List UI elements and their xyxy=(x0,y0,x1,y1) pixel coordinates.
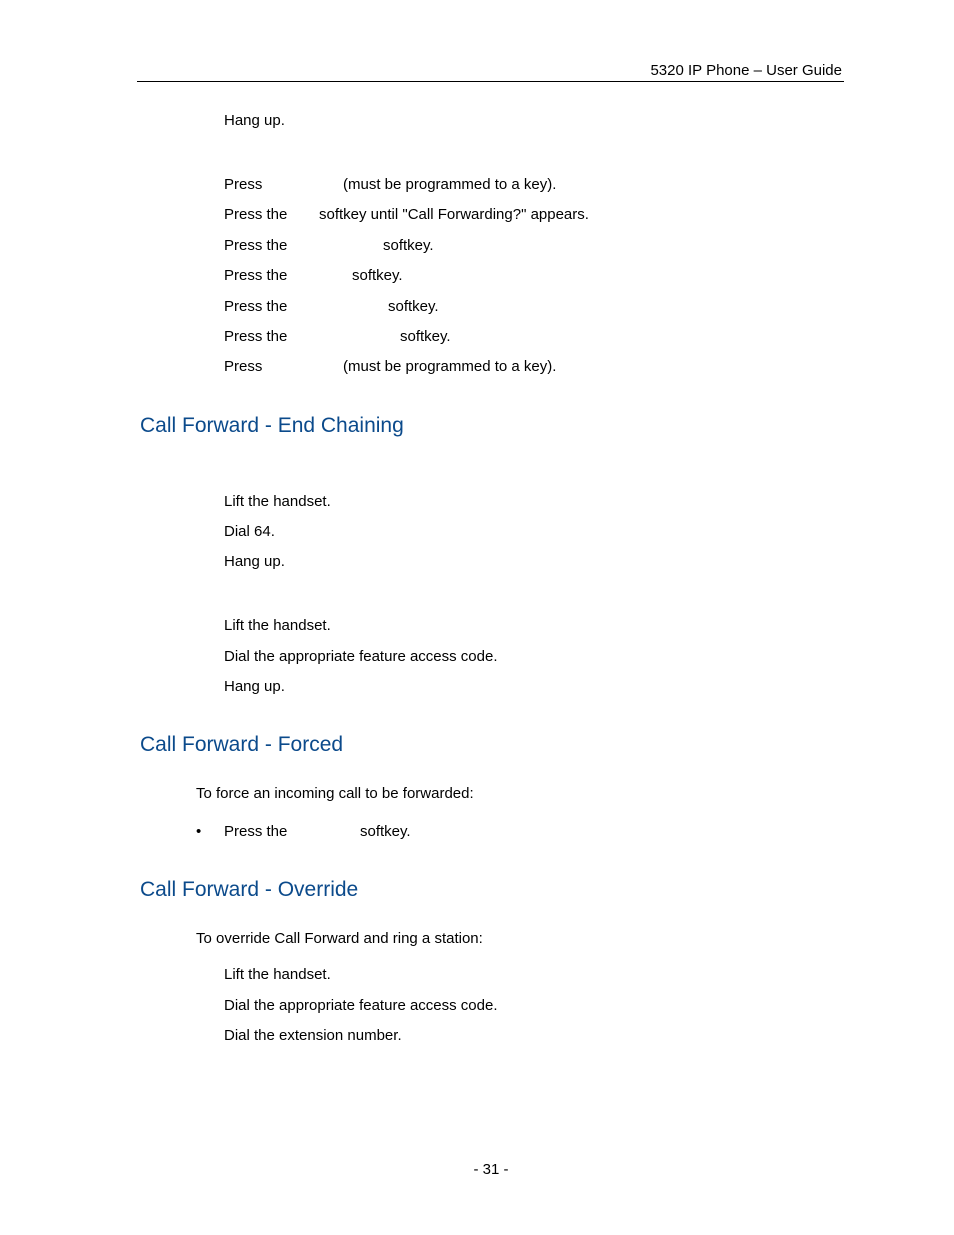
step-prefix: Press the xyxy=(224,298,288,315)
step-text: Dial the appropriate feature access code. xyxy=(224,997,498,1014)
page-number: - 31 - xyxy=(473,1161,509,1178)
bullet-marker: • xyxy=(196,823,202,840)
section-heading-forced: Call Forward - Forced xyxy=(140,733,344,756)
step-prefix: Press xyxy=(224,358,263,375)
step-text: Hang up. xyxy=(224,678,285,695)
section-intro: To override Call Forward and ring a station: xyxy=(196,930,483,947)
step-suffix: softkey. xyxy=(383,237,434,254)
step-prefix: Press the xyxy=(224,237,288,254)
step-suffix: softkey. xyxy=(360,823,411,840)
step-prefix: Press the xyxy=(224,267,288,284)
step-text: Dial the appropriate feature access code. xyxy=(224,648,498,665)
step-prefix: Press the xyxy=(224,823,288,840)
step-text: Lift the handset. xyxy=(224,966,331,983)
step-suffix: softkey until "Call Forwarding?" appears. xyxy=(319,206,589,223)
header-divider xyxy=(137,81,844,82)
section-heading-end-chaining: Call Forward - End Chaining xyxy=(140,414,404,437)
step-prefix: Press the xyxy=(224,206,288,223)
running-header: 5320 IP Phone – User Guide xyxy=(650,62,842,79)
step-suffix: (must be programmed to a key). xyxy=(343,176,557,193)
step-suffix: softkey. xyxy=(400,328,451,345)
step-text: Lift the handset. xyxy=(224,617,331,634)
step-suffix: softkey. xyxy=(388,298,439,315)
step-text: Dial the extension number. xyxy=(224,1027,402,1044)
section-heading-override: Call Forward - Override xyxy=(140,878,359,901)
step-suffix: (must be programmed to a key). xyxy=(343,358,557,375)
step-text: Lift the handset. xyxy=(224,493,331,510)
section-intro: To force an incoming call to be forwarded: xyxy=(196,785,474,802)
step-prefix: Press the xyxy=(224,328,288,345)
step-text: Dial 64. xyxy=(224,523,275,540)
step-suffix: softkey. xyxy=(352,267,403,284)
step-prefix: Press xyxy=(224,176,263,193)
step-text: Hang up. xyxy=(224,553,285,570)
step-hang-up: Hang up. xyxy=(224,112,285,129)
